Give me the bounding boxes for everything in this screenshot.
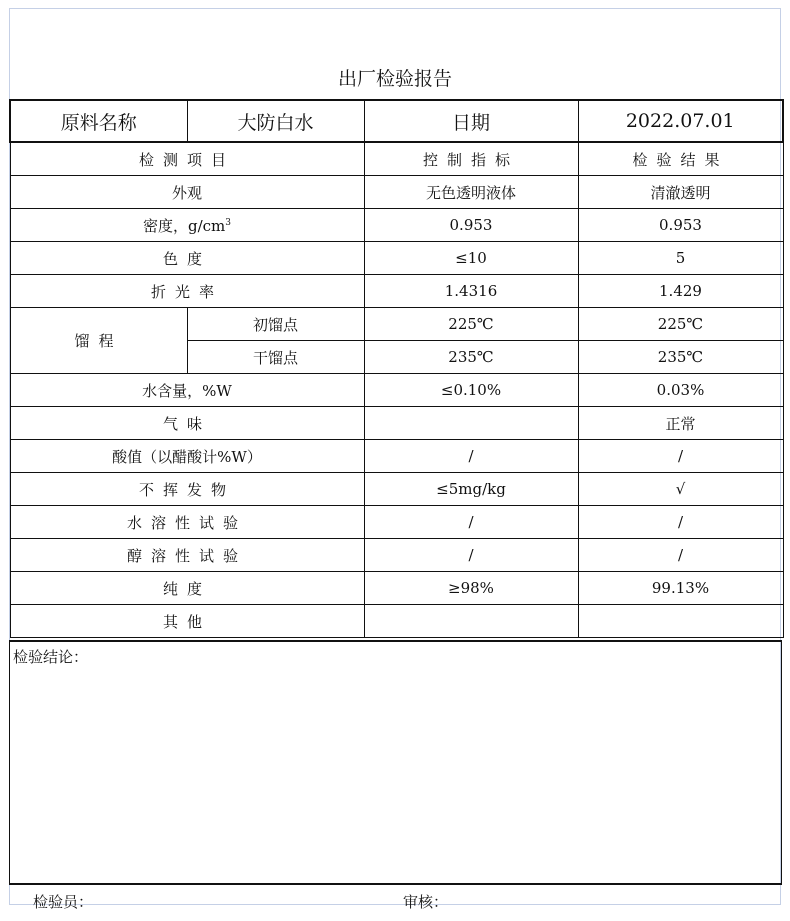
spec: 225℃ (364, 308, 578, 341)
table-row (10, 605, 783, 638)
spec (364, 605, 578, 638)
inspection-table (9, 99, 784, 638)
item-text: 密度，g/cm (142, 216, 226, 235)
material-name-value: 大防白水 (187, 100, 364, 142)
table-row (10, 209, 783, 242)
result: 99.13% (578, 572, 783, 605)
result: 5 (578, 242, 783, 275)
date-label: 日期 (364, 100, 578, 142)
conclusion-label: 检验结论： (13, 648, 89, 666)
result: 235℃ (578, 341, 783, 374)
table-row (10, 473, 783, 506)
item (10, 209, 364, 242)
spec: 1.4316 (364, 275, 578, 308)
column-header-row (10, 142, 783, 176)
table-row (10, 242, 783, 275)
col-result: 检验结果 (578, 142, 783, 176)
result: 0.953 (578, 209, 783, 242)
spec: 0.953 (364, 209, 578, 242)
item: 初馏点 (187, 308, 364, 341)
reviewer-label: 审核： (403, 893, 449, 911)
inspector-label: 检验员： (33, 893, 94, 911)
item: 醇溶性试验 (10, 539, 364, 572)
result: / (578, 440, 783, 473)
table-row (10, 506, 783, 539)
result: 清澈透明 (578, 176, 783, 209)
item: 气味 (10, 407, 364, 440)
spec: ≤5mg/kg (364, 473, 578, 506)
item: 干馏点 (187, 341, 364, 374)
result: 225℃ (578, 308, 783, 341)
header-row (10, 100, 783, 142)
col-spec: 控制指标 (364, 142, 578, 176)
spec: / (364, 539, 578, 572)
table-row (10, 374, 783, 407)
table-row (10, 572, 783, 605)
item: 其他 (10, 605, 364, 638)
item: 不挥发物 (10, 473, 364, 506)
spec: ≤0.10% (364, 374, 578, 407)
result: / (578, 506, 783, 539)
spec (364, 407, 578, 440)
report-title: 出厂检验报告 (337, 68, 452, 90)
col-item: 检测项目 (10, 142, 364, 176)
item: 水溶性试验 (10, 506, 364, 539)
material-name-label: 原料名称 (10, 100, 187, 142)
item: 酸值（以醋酸计%W） (10, 440, 364, 473)
spec: / (364, 506, 578, 539)
result: √ (578, 473, 783, 506)
result: 1.429 (578, 275, 783, 308)
table-row (10, 407, 783, 440)
group-distillation: 馏程 (10, 308, 187, 374)
item-sup: 3 (225, 217, 231, 228)
table-row (10, 539, 783, 572)
spec: 无色透明液体 (364, 176, 578, 209)
item: 折光率 (10, 275, 364, 308)
item: 水含量，%W (10, 374, 364, 407)
item: 外观 (10, 176, 364, 209)
item: 色度 (10, 242, 364, 275)
result: 0.03% (578, 374, 783, 407)
item: 纯度 (10, 572, 364, 605)
result: / (578, 539, 783, 572)
conclusion-box (9, 640, 782, 885)
result: 正常 (578, 407, 783, 440)
table-row (10, 275, 783, 308)
spec: ≤10 (364, 242, 578, 275)
spec: 235℃ (364, 341, 578, 374)
table-row (10, 176, 783, 209)
spec: ≥98% (364, 572, 578, 605)
table-row (10, 308, 783, 341)
result (578, 605, 783, 638)
spec: / (364, 440, 578, 473)
table-row (10, 440, 783, 473)
date-value: 2022.07.01 (578, 100, 783, 142)
